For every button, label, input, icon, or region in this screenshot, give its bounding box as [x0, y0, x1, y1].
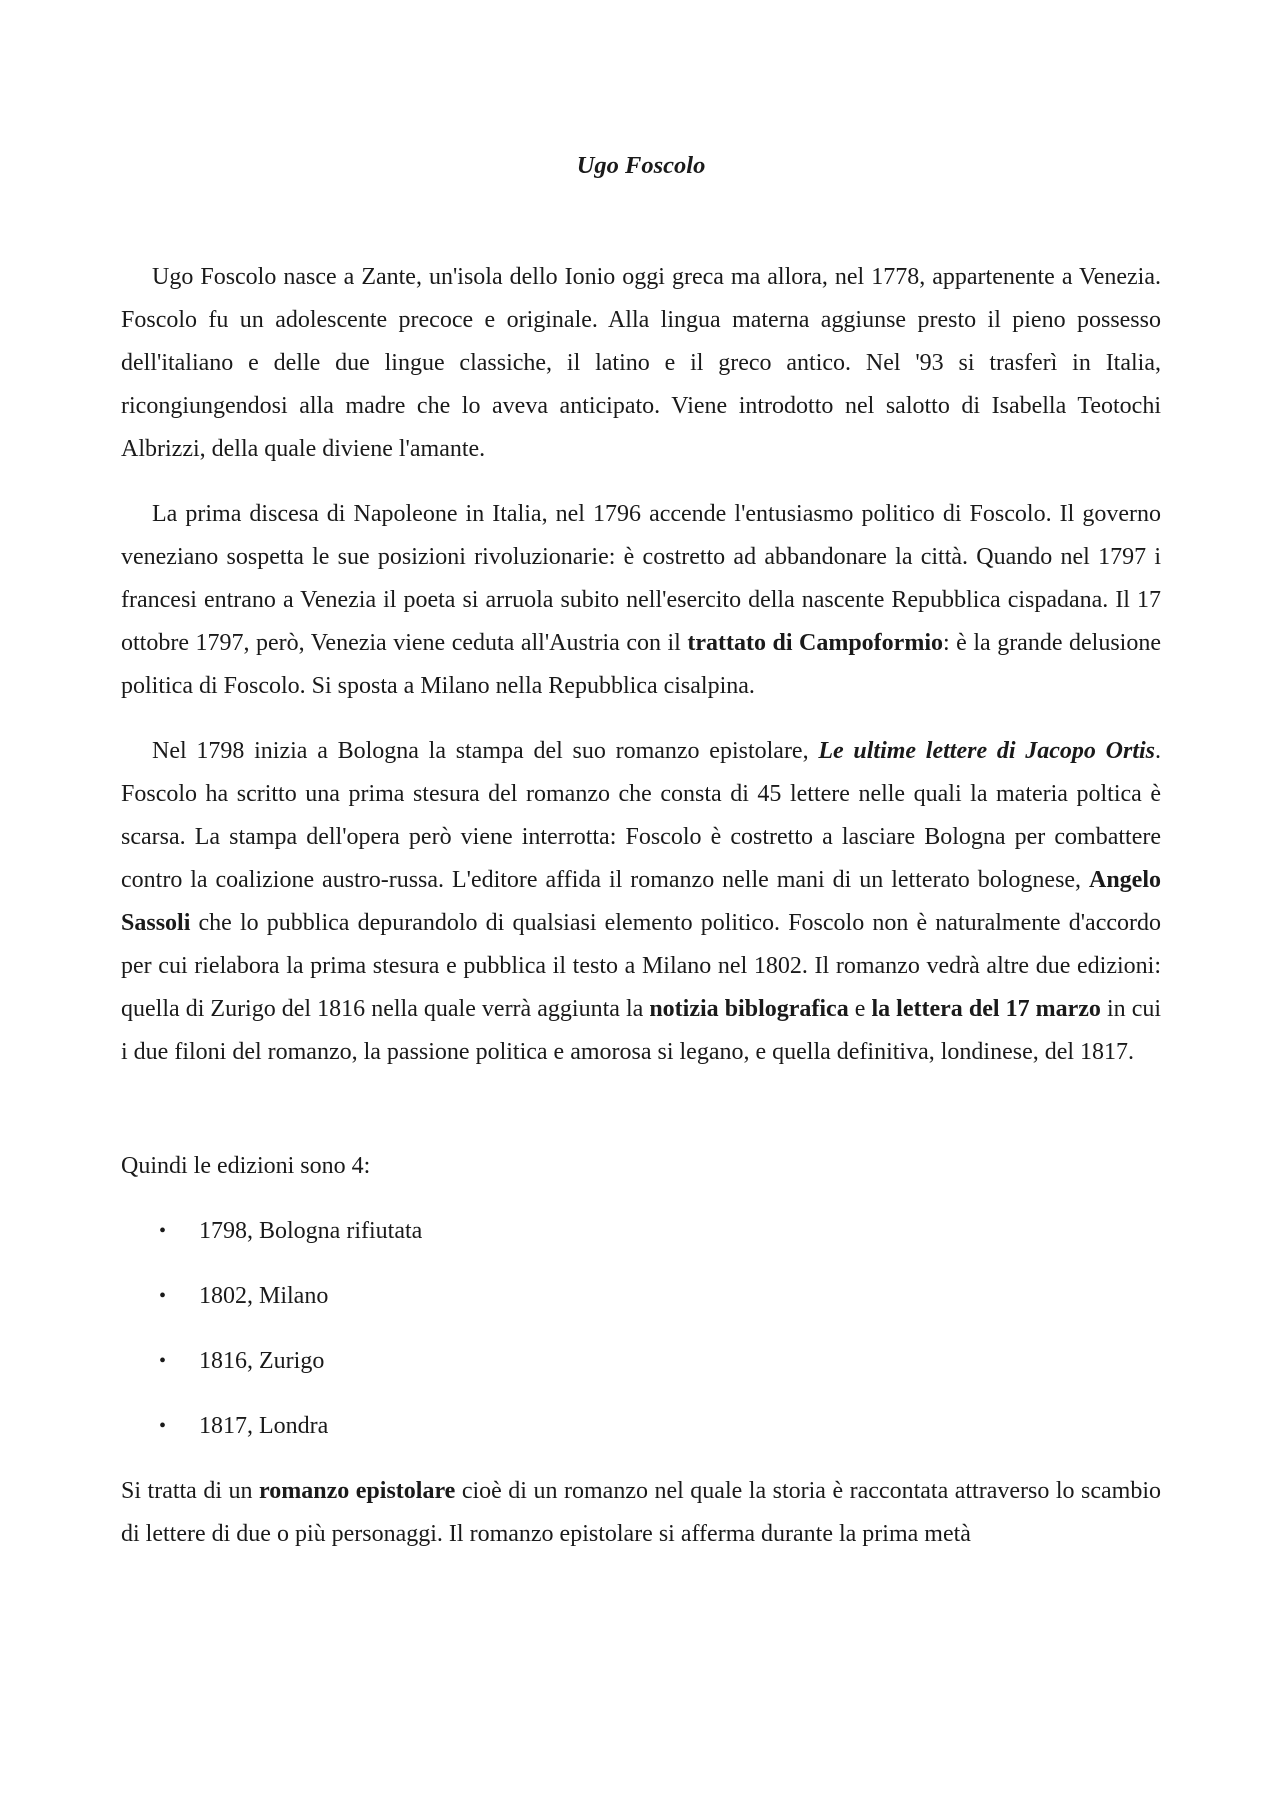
paragraph-text: Nel 1798 inizia a Bologna la stampa del suo romanzo epistolare,: [152, 738, 819, 764]
bold-term-notizia: notizia biblografica: [649, 996, 849, 1022]
paragraph-biography: Ugo Foscolo nasce a Zante, un'isola dello Ionio oggi greca ma allora, nel 1778, appartenente a Venezia. Foscolo fu un adolescente precoce e originale. Alla lingua materna aggiunse presto il pieno possesso dell'italiano e delle due lingue classiche, il latino e il greco antico. Nel '93 si trasferì in Italia, ricongiungendosi alla madre che lo aveva anticipato. Viene introdotto nel salotto di Isabella Teotochi Albrizzi, della quale diviene l'amante.: [121, 264, 1161, 462]
paragraph-napoleon: [121, 493, 1161, 708]
list-item-label: 1802, Milano: [199, 1283, 329, 1309]
paragraph-text: Si tratta di un: [121, 1478, 260, 1504]
bullet-icon: •: [159, 1350, 167, 1372]
bullet-icon: •: [159, 1415, 167, 1437]
list-item-label: 1816, Zurigo: [199, 1348, 325, 1374]
paragraph-text: cioè di un romanzo nel quale la storia è raccontata attraverso lo scambio di lettere di due o più personaggi. Il romanzo epistolare si afferma durante la prima metà: [121, 1478, 1162, 1547]
bullet-icon: •: [159, 1285, 167, 1307]
paragraph-text: La prima discesa di Napoleone in Italia, nel 1796 accende l'entusiasmo politico di Foscolo. Il governo veneziano sospetta le sue posizioni rivoluzionarie: è costretto ad abbandonare la città. Quando nel 1797 i francesi entrano a Venezia il poeta si arruola subito nell'esercito della nascente Repubblica cispadana. Il 17 ottobre 1797, però, Venezia viene ceduta all'Austria con il: [121, 501, 1161, 656]
document-title: Ugo Foscolo: [576, 152, 706, 179]
list-item: [121, 1275, 1161, 1318]
paragraph-text: che lo pubblica depurandolo di qualsiasi elemento politico. Foscolo non è naturalmente d'accordo per cui rielabora la prima stesura e pubblica il testo a Milano nel 1802. Il romanzo vedrà altre due edizioni: quella di Zurigo del 1816 nella quale verrà aggiunta la: [121, 910, 1161, 1022]
bold-term-sassoli: Angelo Sassoli: [121, 867, 1161, 936]
editions-list: [121, 1210, 1161, 1448]
paragraph-ortis: [121, 730, 1161, 1074]
bold-term-lettera: la lettera del 17 marzo: [871, 996, 1101, 1022]
document-body: [121, 256, 1161, 1556]
paragraph-epistolary: [121, 1470, 1161, 1556]
list-item: [121, 1340, 1161, 1383]
paragraph-text: e: [848, 996, 872, 1022]
list-item-label: 1817, Londra: [199, 1413, 329, 1439]
list-item: [121, 1405, 1161, 1448]
book-title-ortis: Le ultime lettere di Jacopo Ortis: [818, 738, 1155, 764]
bold-term-romanzo-epistolare: romanzo epistolare: [259, 1478, 456, 1504]
list-item-label: 1798, Bologna rifiutata: [199, 1218, 423, 1244]
paragraph-text: : è la grande delusione politica di Foscolo. Si sposta a Milano nella Repubblica cisalpina.: [121, 630, 1161, 699]
list-item: [121, 1210, 1161, 1253]
editions-intro: Quindi le edizioni sono 4:: [121, 1153, 371, 1179]
paragraph-text: in cui i due filoni del romanzo, la passione politica e amorosa si legano, e quella definitiva, londinese, del 1817.: [121, 996, 1162, 1065]
paragraph-text: . Foscolo ha scritto una prima stesura del romanzo che consta di 45 lettere nelle quali la materia poltica è scarsa. La stampa dell'opera però viene interrotta: Foscolo è costretto a lasciare Bologna per combattere contro la coalizione austro-russa. L'editore affida il romanzo nelle mani di un letterato bolognese,: [121, 738, 1161, 893]
bullet-icon: •: [159, 1220, 167, 1242]
bold-term-campoformio: trattato di Campoformio: [687, 630, 943, 656]
